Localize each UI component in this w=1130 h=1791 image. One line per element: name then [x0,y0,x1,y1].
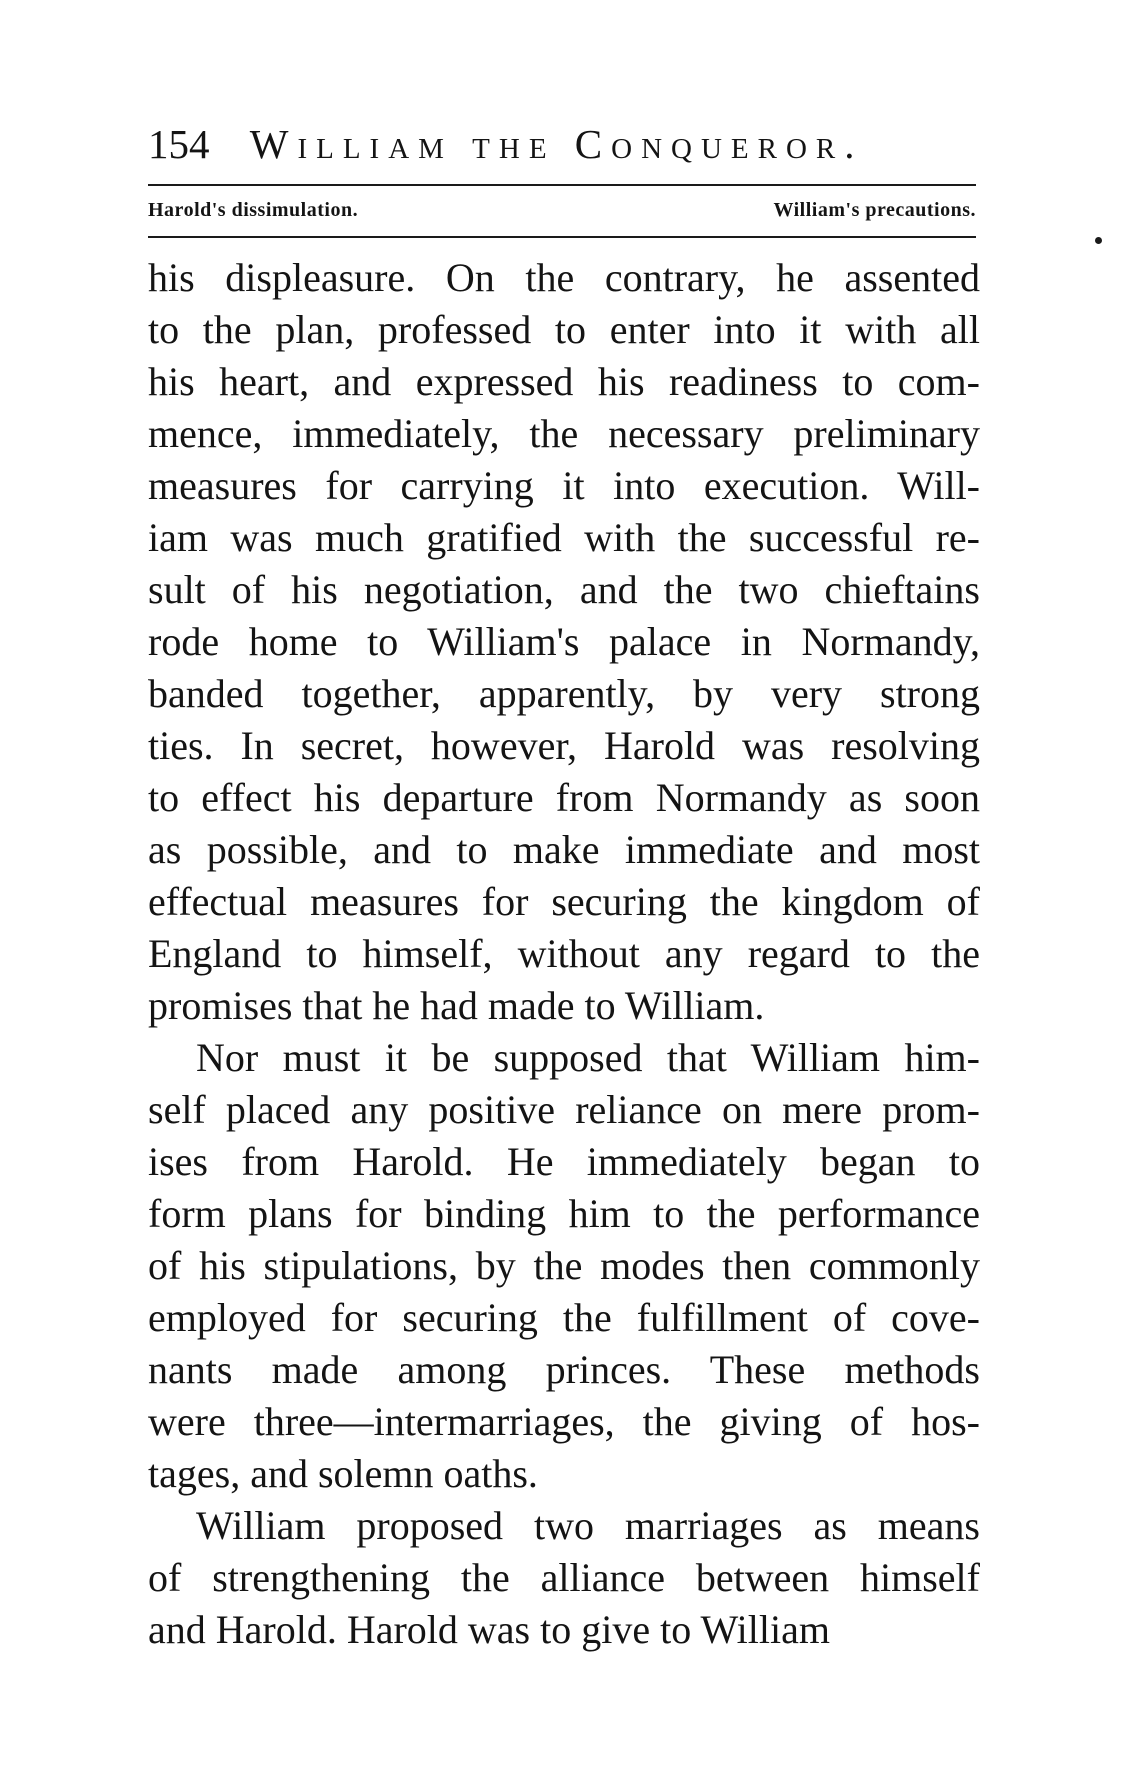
text-line: England to himself, without any regard to the [148,931,980,976]
text-line: banded together, apparently, by very strong [148,671,980,716]
text-line: effectual measures for securing the kingdom of [148,879,980,924]
text-line: ises from Harold. He immediately began to [148,1139,980,1184]
header-rule-top [148,184,976,186]
text-line: mence, immediately, the necessary preliminary [148,411,980,456]
text-line: his heart, and expressed his readiness to com- [148,359,980,404]
text-line: Nor must it be supposed that William him- [196,1035,980,1080]
header-rule-bottom [148,236,976,238]
book-title: William the Conqueror. [249,121,864,167]
text-line: tages, and solemn oaths. [148,1451,538,1496]
text-line: form plans for binding him to the performance [148,1191,980,1236]
paragraph [148,1032,980,1500]
topic-left: Harold's dissimulation. [148,198,359,221]
text-line: promises that he had made to William. [148,983,765,1028]
stray-ink-dot [1095,237,1102,244]
running-head [148,118,978,170]
text-line: employed for securing the fulfillment of cove- [148,1295,980,1340]
text-line: to effect his departure from Normandy as soon [148,775,980,820]
text-line: as possible, and to make immediate and most [148,827,980,872]
text-line: of strengthening the alliance between himself [148,1555,980,1600]
paragraph [148,252,980,1032]
text-line: rode home to William's palace in Normandy, [148,619,980,664]
text-line: nants made among princes. These methods [148,1347,980,1392]
text-line: measures for carrying it into execution. Will- [148,463,980,508]
text-line: his displeasure. On the contrary, he assented [148,255,980,300]
topic-right: William's precautions. [773,198,976,221]
text-line: and Harold. Harold was to give to William [148,1607,830,1652]
text-line: of his stipulations, by the modes then commonly [148,1243,980,1288]
paragraph [148,1500,980,1656]
text-line: sult of his negotiation, and the two chieftains [148,567,980,612]
text-line: iam was much gratified with the successful re- [148,515,980,560]
text-line: to the plan, professed to enter into it with all [148,307,980,352]
text-line: were three—intermarriages, the giving of hos- [148,1399,980,1444]
topic-headings [148,194,976,226]
page-number: 154 [148,121,210,167]
text-line: ties. In secret, however, Harold was resolving [148,723,980,768]
text-line: self placed any positive reliance on mere prom- [148,1087,980,1132]
body-text [148,252,980,1656]
text-line: William proposed two marriages as means [196,1503,980,1548]
